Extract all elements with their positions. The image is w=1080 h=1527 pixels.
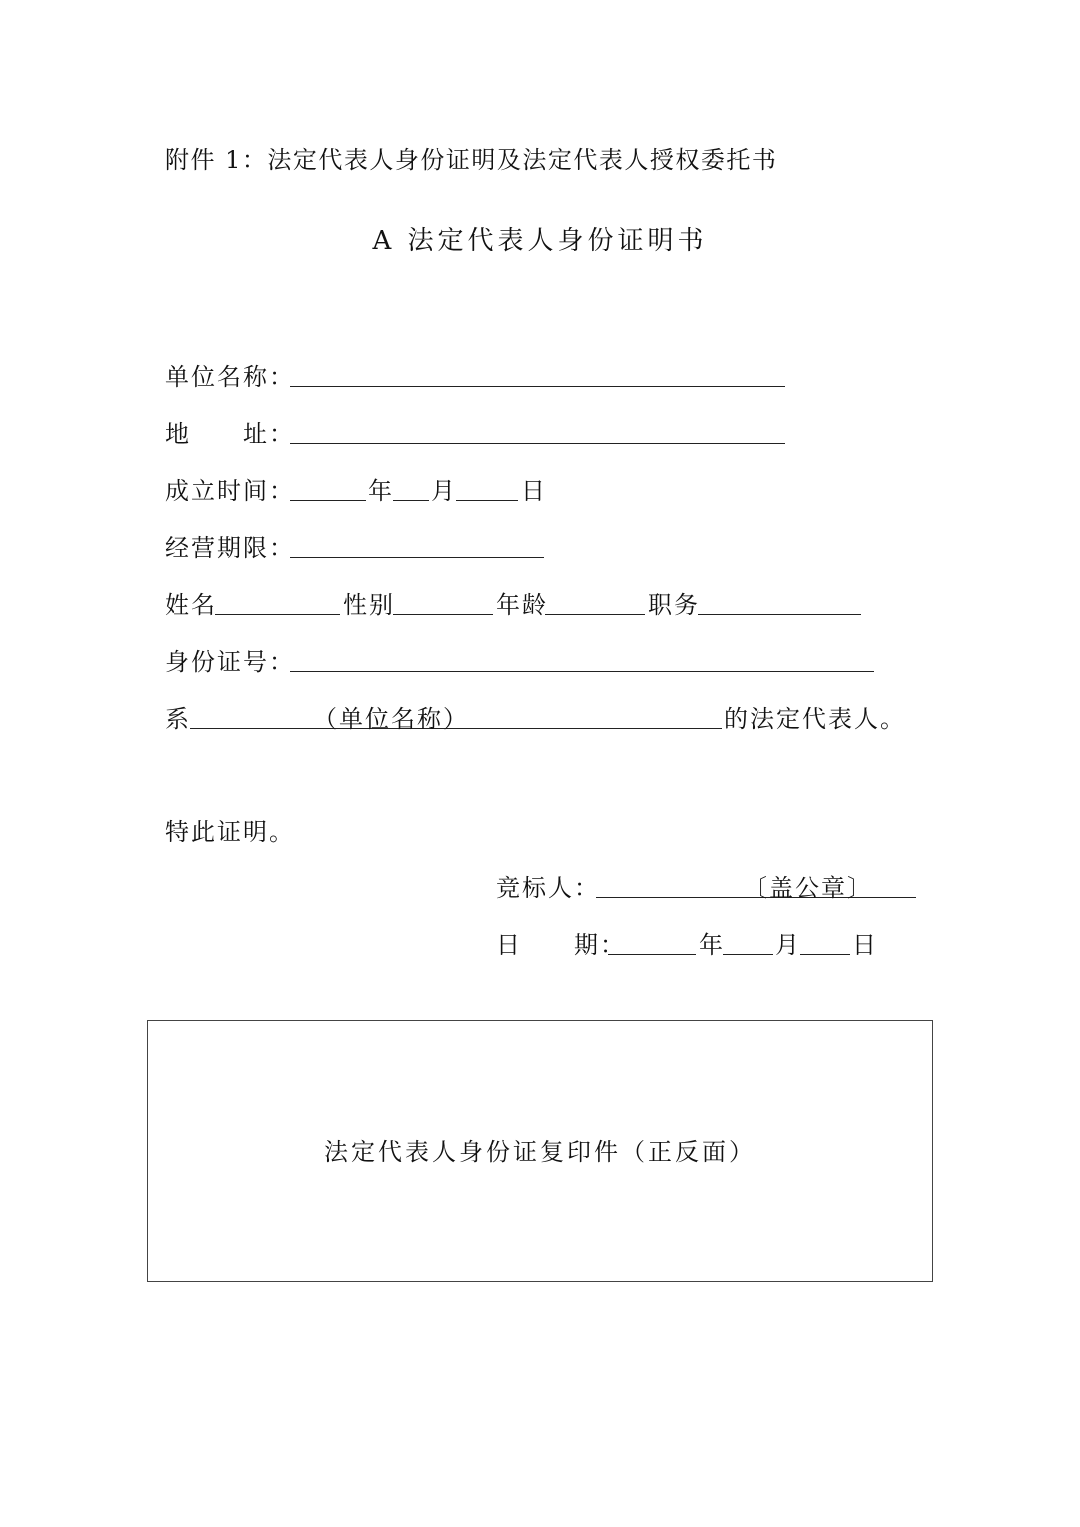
name-label: 姓名 [165,591,217,619]
relation-unit-placeholder: （单位名称） [313,705,469,733]
established-day-unit: 日 [521,477,547,505]
address-field[interactable] [290,443,785,444]
position-label: 职务 [648,591,700,619]
id-copy-box-label: 法定代表人身份证复印件（正反面） [324,1138,756,1166]
id-copy-box [147,1020,933,1282]
page-title: A 法定代表人身份证明书 [372,226,708,256]
relation-prefix: 系 [165,705,191,733]
attachment-heading: 附件 1：法定代表人身份证明及法定代表人授权委托书 [165,146,778,174]
gender-label: 性别 [343,591,395,619]
id-number-field[interactable] [290,671,874,672]
date-month-unit: 月 [775,931,801,959]
established-month-unit: 月 [431,477,457,505]
established-month-field[interactable] [393,500,429,501]
seal-placeholder: 〔盖公章〕 [743,874,873,902]
unit-name-label: 单位名称： [165,363,295,391]
date-day-unit: 日 [852,931,878,959]
name-field[interactable] [215,614,340,615]
term-label: 经营期限： [165,534,295,562]
date-month-field[interactable] [723,954,773,955]
age-label: 年龄 [496,591,548,619]
established-day-field[interactable] [456,500,518,501]
established-year-unit: 年 [368,477,394,505]
closing-text: 特此证明。 [165,818,295,846]
unit-name-field[interactable] [290,386,785,387]
id-number-label: 身份证号： [165,648,295,676]
gender-field[interactable] [393,614,493,615]
established-year-field[interactable] [290,500,366,501]
date-year-unit: 年 [699,931,725,959]
relation-suffix: 的法定代表人。 [724,705,906,733]
date-label: 日 期： [496,931,626,959]
term-field[interactable] [290,557,544,558]
position-field[interactable] [698,614,861,615]
age-field[interactable] [545,614,645,615]
date-day-field[interactable] [800,954,850,955]
bidder-label: 竞标人： [496,874,600,902]
address-label: 地 址： [165,420,295,448]
established-label: 成立时间： [165,477,295,505]
date-year-field[interactable] [608,954,696,955]
